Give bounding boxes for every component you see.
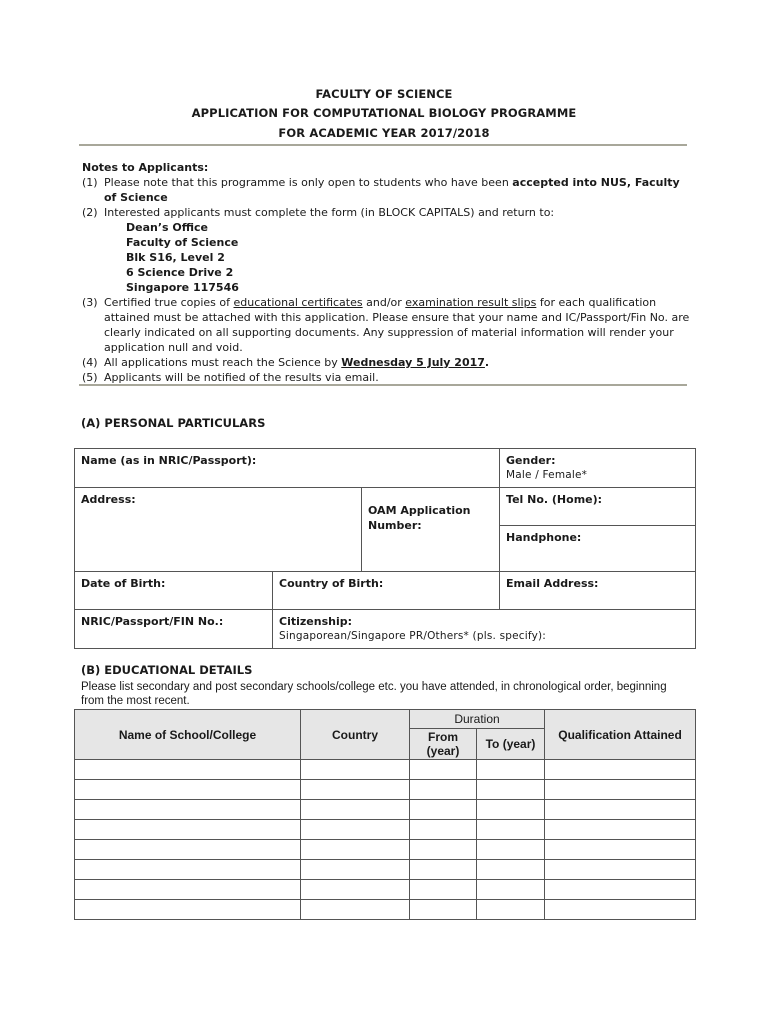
country-cell[interactable] (301, 880, 410, 900)
citizenship-label: Citizenship: (279, 615, 352, 628)
table-row (75, 860, 696, 880)
qualification-cell[interactable] (545, 840, 696, 860)
from-year-cell[interactable] (410, 820, 477, 840)
school-cell[interactable] (75, 800, 301, 820)
note-1-bold: accepted into NUS, Faculty of Science (104, 176, 680, 204)
table-row (75, 820, 696, 840)
country-cell[interactable] (301, 780, 410, 800)
note-number: (2) (82, 206, 98, 219)
personal-particulars-table (74, 448, 696, 649)
school-column-header: Name of School/College (75, 710, 301, 760)
to-year-cell[interactable] (477, 840, 545, 860)
section-b-title: (B) EDUCATIONAL DETAILS (81, 663, 253, 677)
address-field[interactable] (75, 488, 362, 572)
country-column-header: Country (301, 710, 410, 760)
citizenship-field[interactable] (273, 610, 696, 649)
table-row (75, 800, 696, 820)
table-row (75, 760, 696, 780)
qualification-cell[interactable] (545, 900, 696, 920)
from-year-cell[interactable] (410, 780, 477, 800)
country-cell[interactable] (301, 760, 410, 780)
oam-label: OAM Application Number: (368, 504, 471, 532)
duration-column-header: Duration (410, 710, 545, 729)
form-faculty-title: FACULTY OF SCIENCE (315, 87, 453, 101)
address-label: Address: (81, 493, 136, 506)
note-3-underline: educational certificates (233, 296, 363, 309)
tel-label: Tel No. (Home): (506, 493, 603, 506)
table-row (75, 880, 696, 900)
dob-field[interactable] (75, 572, 273, 610)
country-of-birth-field[interactable] (273, 572, 500, 610)
name-field[interactable] (75, 449, 500, 488)
handphone-field[interactable] (500, 526, 696, 572)
section-b-instructions: Please list secondary and post secondary schools/college etc. you have attended, in chronological order, beginning from the most recent. (81, 681, 667, 707)
note-4 (82, 355, 692, 370)
country-cell[interactable] (301, 840, 410, 860)
table-row (75, 780, 696, 800)
address-line: Dean’s Office (126, 221, 209, 234)
nric-label: NRIC/Passport/FIN No.: (81, 615, 224, 628)
school-cell[interactable] (75, 760, 301, 780)
school-cell[interactable] (75, 820, 301, 840)
education-table (74, 709, 696, 920)
from-year-cell[interactable] (410, 900, 477, 920)
citizenship-options: Singaporean/Singapore PR/Others* (pls. specify): (279, 630, 547, 642)
qualification-cell[interactable] (545, 780, 696, 800)
from-year-cell[interactable] (410, 760, 477, 780)
from-year-cell[interactable] (410, 860, 477, 880)
note-1-text: Please note that this programme is only open to students who have been (104, 176, 513, 189)
handphone-label: Handphone: (506, 531, 582, 544)
home-tel-field[interactable] (500, 488, 696, 526)
header-divider (79, 144, 687, 146)
qualification-cell[interactable] (545, 820, 696, 840)
note-number: (5) (82, 371, 98, 384)
qualification-column-header: Qualification Attained (545, 710, 696, 760)
school-cell[interactable] (75, 880, 301, 900)
to-year-cell[interactable] (477, 800, 545, 820)
note-3-text: and/or (362, 296, 406, 309)
address-line: Faculty of Science (126, 236, 239, 249)
note-2 (82, 205, 692, 220)
name-label: Name (as in NRIC/Passport): (81, 454, 257, 467)
email-label: Email Address: (506, 577, 599, 590)
form-programme-title: APPLICATION FOR COMPUTATIONAL BIOLOGY PROGRAMME (191, 106, 577, 120)
school-cell[interactable] (75, 860, 301, 880)
to-year-cell[interactable] (477, 760, 545, 780)
note-3-underline: examination result slips (405, 296, 537, 309)
note-4-text: All applications must reach the Science by (104, 356, 342, 369)
note-3-text: for each qualification attained must be attached with this application. Please ensure that your name and IC/Passport/Fin No. are clearly indicated on all supporting documents. Any suppression of material information will render your application null and void. (104, 296, 690, 354)
from-year-cell[interactable] (410, 880, 477, 900)
country-cell[interactable] (301, 860, 410, 880)
section-a-title: (A) PERSONAL PARTICULARS (81, 416, 266, 430)
form-year-title: FOR ACADEMIC YEAR 2017/2018 (278, 126, 490, 140)
to-year-cell[interactable] (477, 780, 545, 800)
address-line: Blk S16, Level 2 (126, 251, 225, 264)
to-year-header: To (year) (477, 729, 545, 760)
country-cell[interactable] (301, 820, 410, 840)
to-year-cell[interactable] (477, 820, 545, 840)
from-year-header: From (year) (410, 729, 477, 760)
note-number: (3) (82, 296, 98, 309)
note-number: (4) (82, 356, 98, 369)
gender-field[interactable] (500, 449, 696, 488)
deadline-date: Wednesday 5 July 2017 (341, 356, 485, 369)
to-year-cell[interactable] (477, 880, 545, 900)
nric-field[interactable] (75, 610, 273, 649)
from-year-cell[interactable] (410, 800, 477, 820)
notes-divider (79, 384, 687, 386)
qualification-cell[interactable] (545, 760, 696, 780)
note-3-text: Certified true copies of (104, 296, 234, 309)
gender-label: Gender: (506, 454, 556, 467)
country-cell[interactable] (301, 800, 410, 820)
school-cell[interactable] (75, 840, 301, 860)
country-cell[interactable] (301, 900, 410, 920)
note-5-text: Applicants will be notified of the results via email. (104, 371, 379, 384)
table-row (75, 840, 696, 860)
address-line: 6 Science Drive 2 (126, 266, 234, 279)
notes-to-applicants (82, 160, 692, 385)
dob-label: Date of Birth: (81, 577, 166, 590)
oam-number-field[interactable] (362, 488, 500, 572)
note-5 (82, 370, 692, 385)
to-year-cell[interactable] (477, 900, 545, 920)
school-cell[interactable] (75, 780, 301, 800)
notes-heading: Notes to Applicants: (82, 161, 209, 174)
qualification-cell[interactable] (545, 860, 696, 880)
address-line: Singapore 117546 (126, 281, 239, 294)
from-year-cell[interactable] (410, 840, 477, 860)
note-2-text: Interested applicants must complete the form (in BLOCK CAPITALS) and return to: (104, 206, 555, 219)
email-field[interactable] (500, 572, 696, 610)
school-cell[interactable] (75, 900, 301, 920)
cob-label: Country of Birth: (279, 577, 384, 590)
table-row (75, 900, 696, 920)
note-3 (82, 295, 692, 355)
note-4-end: . (484, 356, 490, 369)
note-number: (1) (82, 176, 98, 189)
qualification-cell[interactable] (545, 880, 696, 900)
to-year-cell[interactable] (477, 860, 545, 880)
note-1 (82, 175, 692, 205)
gender-options: Male / Female* (506, 469, 588, 481)
qualification-cell[interactable] (545, 800, 696, 820)
